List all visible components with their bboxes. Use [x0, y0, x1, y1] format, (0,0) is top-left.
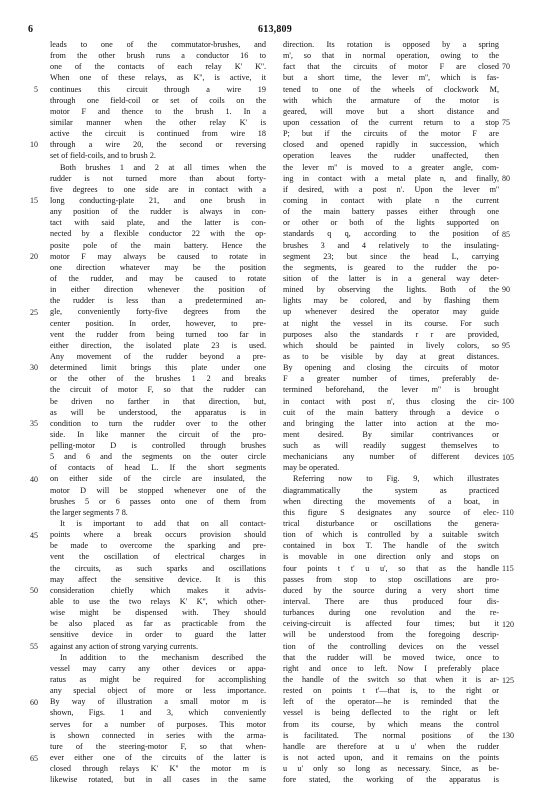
text-line: coming in contact with plate n the current: [283, 195, 499, 205]
line-number: 25: [30, 307, 38, 317]
line-number: 80: [502, 173, 510, 183]
text-line: F a greater number of times, preferably de-: [283, 374, 499, 384]
text-line: 5 and 6 and the segments on the outer circle: [50, 452, 266, 462]
text-line: at night the vessel in its course. For such: [283, 318, 499, 328]
text-line: vent the rudder from being turned too far in: [50, 329, 266, 339]
text-line: operation leaves the rudder unaffected, then: [283, 151, 499, 161]
text-line: closed through relays K' K'' the motor m is: [50, 764, 266, 774]
text-line: and bringing the latter into action at the mo-: [283, 418, 499, 428]
text-line: the circuit of motor F, so that the rudder can: [50, 385, 266, 395]
text-line: ture of the steering-motor F, so that when-: [50, 741, 266, 751]
text-line: continues this circuit through a wire 19: [50, 84, 266, 94]
text-line: handle are therefore at u u' when the rudder: [283, 741, 499, 751]
text-line: ratus as might be required for accomplishing: [50, 675, 266, 685]
text-line: able to use the two relays K' K'', which other-: [50, 597, 266, 607]
text-line: motor F may always be caused to rotate in: [50, 251, 266, 261]
text-line: be driven no farther in that direction, but,: [50, 396, 266, 406]
line-number: 55: [30, 642, 38, 652]
text-line: motor F and thence to the brush 1. In a: [50, 106, 266, 116]
line-number: 130: [502, 731, 514, 741]
text-line: five degrees to one side are in contact with a: [50, 184, 266, 194]
line-number: 60: [30, 697, 38, 707]
text-line: is shown connected in series with the arma-: [50, 730, 266, 740]
text-line: In addition to the mechanism described the: [60, 652, 266, 662]
text-line: leads to one of the commutator-brushes, and: [50, 40, 266, 49]
text-line: set of field-coils, and to brush 2.: [50, 151, 156, 161]
text-line: upon cessation of the current return to a stop: [283, 117, 499, 127]
text-line: brushes 3 and 4 relatively to the insulating-: [283, 240, 499, 250]
text-line: determined limit brings this plate under one: [50, 363, 266, 373]
text-line: will be understood from the foregoing descrip-: [283, 630, 499, 640]
text-line: serves for a number of purposes. This motor: [50, 719, 266, 729]
text-line: standards q q, according to the position of: [283, 229, 499, 239]
text-line: long conducting-plate 21, and one brush in: [50, 195, 266, 205]
text-line: points where a break occurs provision should: [50, 530, 266, 540]
text-line: is not acted upon, and it remains on the points: [283, 753, 499, 762]
text-line: lights may be colored, and by flashing them: [283, 296, 499, 306]
line-number: 110: [502, 508, 514, 518]
text-line: condition to turn the rudder over to the other: [50, 418, 266, 428]
line-number: 50: [30, 586, 38, 596]
text-line: similar manner when the other relay K' is: [50, 117, 266, 127]
text-line: cuit of the main battery through a device o: [283, 407, 499, 417]
text-line: the rudder is less than a predetermined an-: [50, 296, 266, 306]
text-line: as will be understood, the apparatus is in: [50, 407, 266, 417]
text-line: through a wire 20, the second or reversing: [50, 140, 266, 150]
text-line: shown, Figs. 1 and 3, which conveniently: [50, 708, 266, 718]
text-line: trical disturbance or oscillations the genera-: [283, 519, 499, 529]
line-number: 5: [34, 84, 38, 94]
text-line: such as will readily suggest themselves to: [283, 441, 499, 451]
text-line: right and once to left. Now I preferably place: [283, 663, 499, 673]
text-line: interval. There are thus produced four dis-: [283, 597, 499, 607]
text-line: gle, conveniently forty-five degrees from the: [50, 307, 266, 317]
text-line: tened to one of the wheels of clockwork M,: [283, 84, 499, 94]
line-number: 120: [502, 619, 514, 629]
text-line: direction. Its rotation is opposed by a spring: [283, 40, 499, 49]
text-line: the circuits, as such sparks and oscillations: [50, 563, 266, 573]
text-line: that the rudder will be moved twice, once to: [283, 652, 499, 662]
text-line: one of the contacts of each relay K' K''.: [50, 62, 266, 72]
text-line: diagrammatically the system as practiced: [283, 485, 499, 495]
text-line: ceiving-circuit is affected four times; but it: [283, 619, 499, 629]
text-line: the larger segments 7 8.: [50, 507, 128, 517]
text-line: likewise rotated, but in all cases in the same: [50, 775, 266, 785]
text-line: is movable in one direction only and stops on: [283, 552, 499, 562]
text-line: tact with said plate, and the latter is con-: [50, 218, 266, 228]
patent-number: 613,809: [258, 24, 292, 35]
text-line: with which the armature of the motor is: [283, 95, 499, 105]
right-text-column: [283, 39, 499, 785]
line-number: 35: [30, 419, 38, 429]
text-line: or other or both of the lights supported on: [283, 218, 499, 228]
text-line: fact that the circuits of motor F are closed: [283, 62, 499, 72]
text-line: purposes also the standards r r are provided,: [283, 329, 499, 339]
line-number: 100: [502, 396, 514, 406]
text-line: duced by the source during a very short time: [283, 585, 499, 595]
text-line: brushes 5 or 6 passes onto one of them from: [50, 496, 266, 506]
text-line: P; but if the circuits of the motor F are: [283, 129, 499, 139]
text-line: as to be visible by day at great distances.: [283, 351, 499, 361]
text-line: is facilitated. The normal positions of the: [283, 730, 499, 740]
line-number: 105: [502, 452, 514, 462]
text-line: against any action of strong varying currents.: [50, 641, 199, 651]
text-line: if desired, with a post n'. Upon the lever m'': [283, 184, 499, 194]
text-line: through one field-coil or set of coils on the: [50, 95, 266, 105]
text-line: any position of the rudder is always in con-: [50, 207, 266, 217]
text-line: vessel is being deflected to the right or left: [283, 708, 499, 718]
line-number: 65: [30, 753, 38, 763]
text-line: contained in box T. The handle of the switch: [283, 541, 499, 551]
text-line: may affect the sensitive device. It is this: [50, 574, 266, 584]
text-line: geared, will move but a short distance and: [283, 106, 499, 116]
text-line: ment desired. By similar contrivances or: [283, 429, 499, 439]
text-line: may be operated.: [283, 463, 340, 473]
text-line: which should be painted in lively colors, so: [283, 340, 499, 350]
text-line: but a short time, the lever m'', which is fas-: [283, 73, 499, 83]
text-line: sensitive device in order to guard the latter: [50, 630, 266, 640]
text-line: m', so that in normal operation, owing to the: [283, 51, 499, 61]
text-line: mined by observing the lights. Both of the: [283, 285, 499, 295]
text-line: mechanicians any number of different devices: [283, 452, 499, 462]
text-line: in either direction whenever the position of: [50, 285, 266, 295]
text-line: of contacts of head L. If the short segments: [50, 463, 266, 473]
text-line: four points t t' u u', so that as the handle: [283, 563, 499, 573]
text-line: of the rudder, and may be caused to rotate: [50, 273, 266, 283]
text-line: rudder is not turned more than about forty-: [50, 173, 266, 183]
text-line: passes from stop to stop oscillations are pro-: [283, 574, 499, 584]
line-number: 115: [502, 564, 514, 574]
text-line: ever either one of the circuits of the latter is: [50, 753, 266, 762]
text-line: vent the oscillation of electrical charges in: [50, 552, 266, 562]
text-line: Referring now to Fig. 9, which illustrates: [293, 474, 499, 484]
text-line: segment 23; but since the head L, carrying: [283, 251, 499, 261]
text-line: closed and opened rapidly in succession, which: [283, 140, 499, 150]
line-number: 70: [502, 62, 510, 72]
text-line: from the other brush runs a conductor 16 to: [50, 51, 266, 61]
text-line: sition of the latter is in a general way deter-: [283, 273, 499, 283]
text-line: left of the operator—he is reminded that the: [283, 697, 499, 707]
text-line: from its course, by which means the control: [283, 719, 499, 729]
text-line: vessel may carry any other devices or appa-: [50, 663, 266, 673]
page-number: 6: [28, 24, 34, 35]
text-line: active the circuit is continued from wire 18: [50, 129, 266, 139]
text-line: either direction, the isolated plate 23 is used.: [50, 340, 266, 350]
text-line: consideration chiefly which makes it advis-: [50, 585, 266, 595]
text-line: side. In like manner the circuit of the pro-: [50, 429, 266, 439]
text-line: turbances during one revolution and the re-: [283, 608, 499, 618]
text-line: rested on points t t'—that is, to the right or: [283, 686, 499, 696]
text-line: this figure S designates any source of elec-: [283, 507, 499, 517]
text-line: be also placed as far as practicable from the: [50, 619, 266, 629]
line-number: 15: [30, 196, 38, 206]
text-line: the handle of the switch so that when it is ar-: [283, 675, 499, 685]
line-number: 30: [30, 363, 38, 373]
text-line: be made to overcome the sparking and pre-: [50, 541, 266, 551]
text-line: the segments, is geared to the rudder the po-: [283, 262, 499, 272]
text-line: nected by a flexible conductor 22 with the op-: [50, 229, 266, 239]
line-number: 90: [502, 285, 510, 295]
text-line: By opening and closing the circuits of motor: [283, 363, 499, 373]
text-line: ing in contact with a metal plate n, and finally,: [283, 173, 499, 183]
text-line: in contact with post n', thus closing the cir-: [283, 396, 499, 406]
line-number: 45: [30, 530, 38, 540]
text-line: center position. In order, however, to pre-: [50, 318, 266, 328]
text-line: tion of the controlling devices on the vessel: [283, 641, 499, 651]
text-line: Any movement of the rudder beyond a pre-: [50, 351, 266, 361]
line-number: 40: [30, 474, 38, 484]
line-number: 20: [30, 251, 38, 261]
text-line: wise might be dispensed with. They should: [50, 608, 266, 618]
line-number: 75: [502, 118, 510, 128]
text-line: when directing the movements of a boat, in: [283, 496, 499, 506]
text-line: When one of these relays, as K'', is active, it: [50, 73, 266, 83]
text-line: any special object of more or less importance.: [50, 686, 266, 696]
text-line: one direction whatever may be the position: [50, 262, 266, 272]
text-line: or the other of the brushes 1 2 and breaks: [50, 374, 266, 384]
text-line: the lever m'' is moved to a greater angle, com-: [283, 162, 499, 172]
text-line: on either side of the circle are insulated, the: [50, 474, 266, 484]
text-line: u u' only so long as necessary. Since, as be-: [283, 764, 499, 774]
text-line: up whenever desired the operator may guide: [283, 307, 499, 317]
line-number: 125: [502, 675, 514, 685]
text-line: of the main battery passes either through one: [283, 207, 499, 217]
text-line: tion of which is controlled by a suitable switch: [283, 530, 499, 540]
text-line: pelling-motor D is controlled through brushes: [50, 441, 266, 451]
text-line: It is important to add that on all contact-: [60, 519, 266, 529]
text-line: motor D will be stopped whenever one of the: [50, 485, 266, 495]
left-text-column: [50, 39, 266, 785]
text-line: termined beforehand, the lever m'' is brought: [283, 385, 499, 395]
line-number: 85: [502, 229, 510, 239]
text-line: posite pole of the main battery. Hence the: [50, 240, 266, 250]
line-number: 10: [30, 140, 38, 150]
text-line: fore stated, the working of the apparatus is: [283, 775, 499, 785]
line-number: 95: [502, 341, 510, 351]
text-line: By way of illustration a small motor m is: [50, 697, 266, 707]
text-line: Both brushes 1 and 2 at all times when the: [60, 162, 266, 172]
